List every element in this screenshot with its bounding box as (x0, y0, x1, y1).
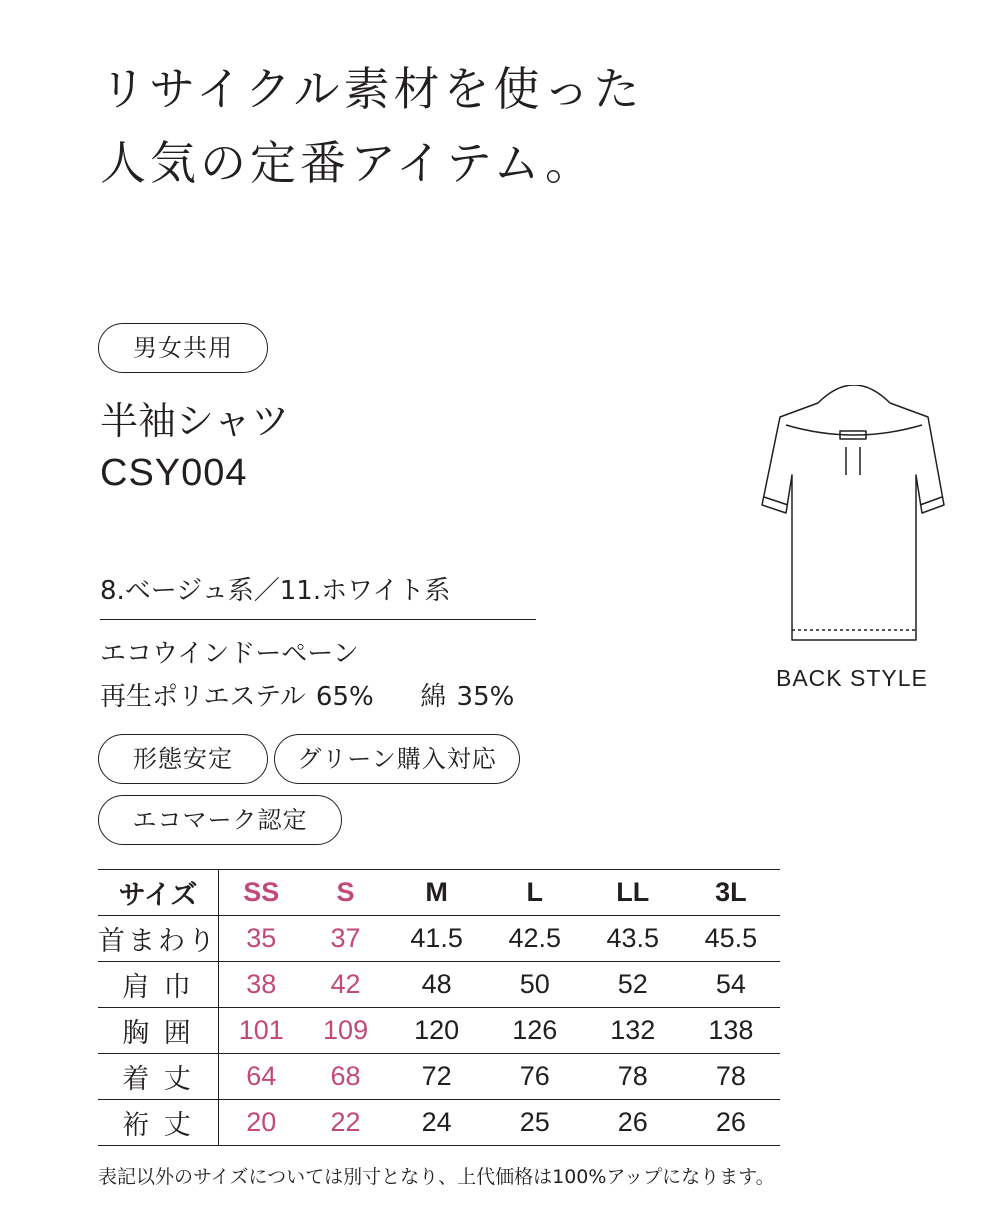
table-cell: 35 (219, 916, 304, 962)
divider (100, 619, 536, 620)
table-cell: 38 (219, 962, 304, 1008)
table-cell: 64 (219, 1054, 304, 1100)
table-cell: 126 (486, 1008, 584, 1054)
table-cell: 26 (584, 1100, 682, 1146)
table-cell: 52 (584, 962, 682, 1008)
size-col-3l: 3L (682, 870, 780, 916)
table-cell: 50 (486, 962, 584, 1008)
row-label-sleeve: 裄 丈 (98, 1100, 219, 1146)
feature-badge-green-purchase: グリーン購入対応 (274, 734, 520, 784)
table-cell: 41.5 (388, 916, 486, 962)
table-cell: 20 (219, 1100, 304, 1146)
table-cell: 37 (304, 916, 388, 962)
table-cell: 48 (388, 962, 486, 1008)
table-cell: 26 (682, 1100, 780, 1146)
fabric-composition-polyester: 再生ポリエステル 65% (100, 682, 374, 712)
feature-badge-eco-mark: エコマーク認定 (98, 795, 342, 845)
table-cell: 76 (486, 1054, 584, 1100)
feature-badge-keitai-antei: 形態安定 (98, 734, 268, 784)
table-cell: 42 (304, 962, 388, 1008)
table-cell: 43.5 (584, 916, 682, 962)
size-col-l: L (486, 870, 584, 916)
table-row (98, 1008, 780, 1054)
table-cell: 72 (388, 1054, 486, 1100)
fabric-composition-cotton: 綿 35% (420, 682, 515, 712)
table-cell: 22 (304, 1100, 388, 1146)
size-table-header-row (98, 870, 780, 916)
gender-badge: 男女共用 (98, 323, 268, 373)
table-cell: 101 (219, 1008, 304, 1054)
table-row (98, 1100, 780, 1146)
table-cell: 45.5 (682, 916, 780, 962)
size-col-ss: SS (219, 870, 304, 916)
size-table (98, 869, 780, 1146)
headline (100, 52, 644, 200)
headline-line-2: 人気の定番アイテム。 (100, 136, 595, 190)
table-cell: 24 (388, 1100, 486, 1146)
table-cell: 109 (304, 1008, 388, 1054)
color-options: 8.ベージュ系／11.ホワイト系 (100, 576, 451, 606)
fabric-composition (100, 676, 514, 713)
row-label-shoulder: 肩 巾 (98, 962, 219, 1008)
product-code: CSY004 (100, 452, 248, 494)
size-col-s: S (304, 870, 388, 916)
table-cell: 68 (304, 1054, 388, 1100)
table-row (98, 916, 780, 962)
headline-line-1: リサイクル素材を使った (100, 62, 644, 116)
table-row (98, 962, 780, 1008)
back-style-label: BACK STYLE (776, 665, 928, 691)
size-header-label: サイズ (98, 870, 219, 916)
table-cell: 120 (388, 1008, 486, 1054)
table-cell: 42.5 (486, 916, 584, 962)
size-col-ll: LL (584, 870, 682, 916)
row-label-chest: 胸 囲 (98, 1008, 219, 1054)
table-cell: 25 (486, 1100, 584, 1146)
row-label-length: 着 丈 (98, 1054, 219, 1100)
table-cell: 132 (584, 1008, 682, 1054)
table-cell: 54 (682, 962, 780, 1008)
table-cell: 78 (682, 1054, 780, 1100)
table-row (98, 1054, 780, 1100)
fabric-name: エコウインドーペーン (100, 639, 359, 669)
product-name: 半袖シャツ (100, 399, 290, 443)
row-label-neck: 首まわり (98, 916, 219, 962)
size-col-m: M (388, 870, 486, 916)
table-cell: 138 (682, 1008, 780, 1054)
table-cell: 78 (584, 1054, 682, 1100)
shirt-back-illustration (756, 385, 946, 645)
footnote: 表記以外のサイズについては別寸となり、上代価格は100%アップになります。 (98, 1166, 775, 1188)
